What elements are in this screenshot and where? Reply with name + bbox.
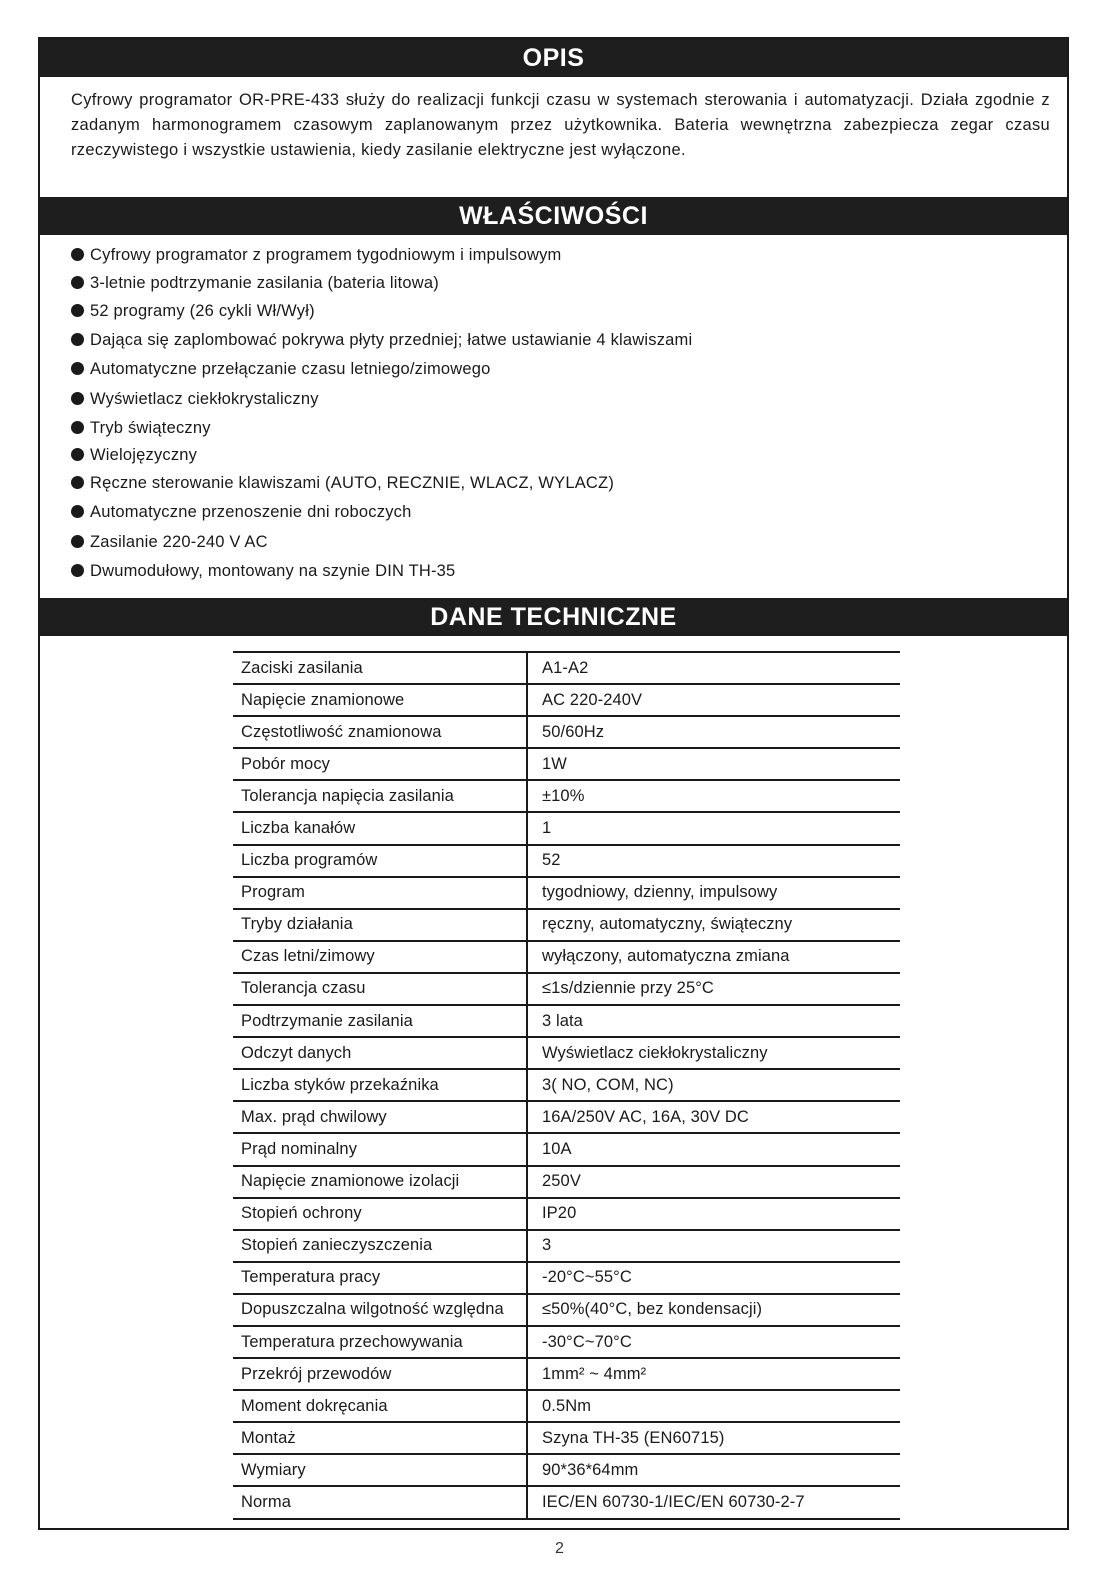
feature-text: Tryb świąteczny (90, 419, 211, 437)
spec-value: ±10% (527, 780, 900, 812)
spec-label: Moment dokręcania (233, 1390, 527, 1422)
spec-label: Przekrój przewodów (233, 1358, 527, 1390)
spec-label: Norma (233, 1486, 527, 1518)
spec-label: Napięcie znamionowe (233, 684, 527, 716)
feature-item (71, 472, 614, 494)
spec-value: ≤50%(40°C, bez kondensacji) (527, 1294, 900, 1326)
table-row (233, 1294, 900, 1326)
spec-value: 1 (527, 812, 900, 844)
spec-value: wyłączony, automatyczna zmiana (527, 941, 900, 973)
table-row (233, 1390, 900, 1422)
spec-value: IEC/EN 60730-1/IEC/EN 60730-2-7 (527, 1486, 900, 1518)
spec-value: Wyświetlacz ciekłokrystaliczny (527, 1037, 900, 1069)
spec-value: ręczny, automatyczny, świąteczny (527, 909, 900, 941)
spec-label: Liczba programów (233, 845, 527, 877)
feature-text: Wyświetlacz ciekłokrystaliczny (90, 390, 319, 408)
spec-value: 0.5Nm (527, 1390, 900, 1422)
feature-item (71, 560, 455, 582)
description-paragraph: Cyfrowy programator OR-PRE-433 służy do realizacji funkcji czasu w systemach sterowania i automatyzacji. Działa zgodnie z zadanym harmonogramem czasowym zaplanowanym przez użytkownika. Bateria wewnętrzna zabezpiecza zegar czasu rzeczywistego i wszystkie ustawienia, kiedy zasilanie elektryczne jest wyłączone. (71, 91, 1050, 159)
table-row (233, 941, 900, 973)
spec-label: Montaż (233, 1422, 527, 1454)
spec-value: 250V (527, 1166, 900, 1198)
section-header-wlasciwosci: WŁAŚCIWOŚCI (40, 197, 1067, 235)
spec-label: Max. prąd chwilowy (233, 1101, 527, 1133)
spec-value: tygodniowy, dzienny, impulsowy (527, 877, 900, 909)
bullet-icon (71, 276, 84, 289)
spec-label: Stopień ochrony (233, 1198, 527, 1230)
spec-label: Program (233, 877, 527, 909)
spec-label: Wymiary (233, 1454, 527, 1486)
spec-value: 3( NO, COM, NC) (527, 1069, 900, 1101)
feature-text: Dająca się zaplombować pokrywa płyty przedniej; łatwe ustawianie 4 klawiszami (90, 331, 693, 349)
spec-value: ≤1s/dziennie przy 25°C (527, 973, 900, 1005)
spec-value: 1W (527, 748, 900, 780)
table-row (233, 1230, 900, 1262)
feature-text: Automatyczne przenoszenie dni roboczych (90, 503, 412, 521)
feature-item (71, 417, 211, 439)
spec-label: Podtrzymanie zasilania (233, 1005, 527, 1037)
bullet-icon (71, 304, 84, 317)
table-row (233, 1262, 900, 1294)
spec-value: 50/60Hz (527, 716, 900, 748)
spec-value: 52 (527, 845, 900, 877)
document-frame (38, 37, 1069, 1530)
table-row (233, 1422, 900, 1454)
table-row (233, 1486, 900, 1518)
table-row (233, 1005, 900, 1037)
table-row (233, 812, 900, 844)
table-row (233, 973, 900, 1005)
table-row (233, 1358, 900, 1390)
spec-value: 10A (527, 1133, 900, 1165)
table-row (233, 684, 900, 716)
page-number: 2 (555, 1540, 564, 1557)
table-row (233, 1101, 900, 1133)
bullet-icon (71, 505, 84, 518)
feature-item (71, 531, 268, 553)
spec-value: 3 (527, 1230, 900, 1262)
table-row (233, 909, 900, 941)
table-row (233, 748, 900, 780)
feature-item (71, 244, 562, 266)
section-header-opis: OPIS (40, 39, 1067, 77)
feature-text: Zasilanie 220-240 V AC (90, 533, 268, 551)
spec-label: Tolerancja czasu (233, 973, 527, 1005)
section-header-dane-techniczne: DANE TECHNICZNE (40, 598, 1067, 636)
table-row (233, 1166, 900, 1198)
table-row (233, 1133, 900, 1165)
table-row (233, 845, 900, 877)
table-row (233, 716, 900, 748)
table-row (233, 1326, 900, 1358)
feature-item (71, 501, 411, 523)
spec-label: Zaciski zasilania (233, 652, 527, 684)
table-row (233, 1198, 900, 1230)
spec-label: Częstotliwość znamionowa (233, 716, 527, 748)
bullet-icon (71, 564, 84, 577)
spec-value: IP20 (527, 1198, 900, 1230)
spec-label: Tryby działania (233, 909, 527, 941)
spec-label: Napięcie znamionowe izolacji (233, 1166, 527, 1198)
feature-item (71, 444, 197, 466)
feature-text: Cyfrowy programator z programem tygodniowym i impulsowym (90, 246, 562, 264)
table-row (233, 1069, 900, 1101)
feature-text: Automatyczne przełączanie czasu letniego/zimowego (90, 360, 491, 378)
feature-text: 3-letnie podtrzymanie zasilania (bateria litowa) (90, 274, 439, 292)
feature-text: Ręczne sterowanie klawiszami (AUTO, RECZNIE, WLACZ, WYLACZ) (90, 474, 615, 492)
spec-label: Temperatura pracy (233, 1262, 527, 1294)
spec-label: Liczba kanałów (233, 812, 527, 844)
feature-text: 52 programy (26 cykli Wł/Wył) (90, 302, 315, 320)
bullet-icon (71, 476, 84, 489)
spec-value: AC 220-240V (527, 684, 900, 716)
feature-item (71, 329, 692, 351)
spec-label: Liczba styków przekaźnika (233, 1069, 527, 1101)
table-row (233, 1454, 900, 1486)
spec-label: Odczyt danych (233, 1037, 527, 1069)
table-row (233, 1037, 900, 1069)
bullet-icon (71, 535, 84, 548)
spec-value: Szyna TH-35 (EN60715) (527, 1422, 900, 1454)
spec-table (233, 651, 900, 1520)
spec-value: 3 lata (527, 1005, 900, 1037)
table-row (233, 877, 900, 909)
spec-label: Temperatura przechowywania (233, 1326, 527, 1358)
feature-text: Wielojęzyczny (90, 446, 198, 464)
spec-label: Czas letni/zimowy (233, 941, 527, 973)
spec-label: Pobór mocy (233, 748, 527, 780)
bullet-icon (71, 448, 84, 461)
feature-item (71, 358, 491, 380)
feature-item (71, 272, 439, 294)
bullet-icon (71, 248, 84, 261)
spec-value: 90*36*64mm (527, 1454, 900, 1486)
spec-value: A1-A2 (527, 652, 900, 684)
bullet-icon (71, 392, 84, 405)
spec-label: Tolerancja napięcia zasilania (233, 780, 527, 812)
spec-value: -30°C~70°C (527, 1326, 900, 1358)
spec-value: 1mm² ~ 4mm² (527, 1358, 900, 1390)
feature-item (71, 388, 319, 410)
bullet-icon (71, 421, 84, 434)
bullet-icon (71, 333, 84, 346)
feature-item (71, 300, 315, 322)
feature-text: Dwumodułowy, montowany na szynie DIN TH-35 (90, 562, 456, 580)
spec-label: Prąd nominalny (233, 1133, 527, 1165)
bullet-icon (71, 362, 84, 375)
spec-label: Dopuszczalna wilgotność względna (233, 1294, 527, 1326)
spec-label: Stopień zanieczyszczenia (233, 1230, 527, 1262)
table-row (233, 652, 900, 684)
table-row (233, 780, 900, 812)
spec-value: -20°C~55°C (527, 1262, 900, 1294)
spec-value: 16A/250V AC, 16A, 30V DC (527, 1101, 900, 1133)
